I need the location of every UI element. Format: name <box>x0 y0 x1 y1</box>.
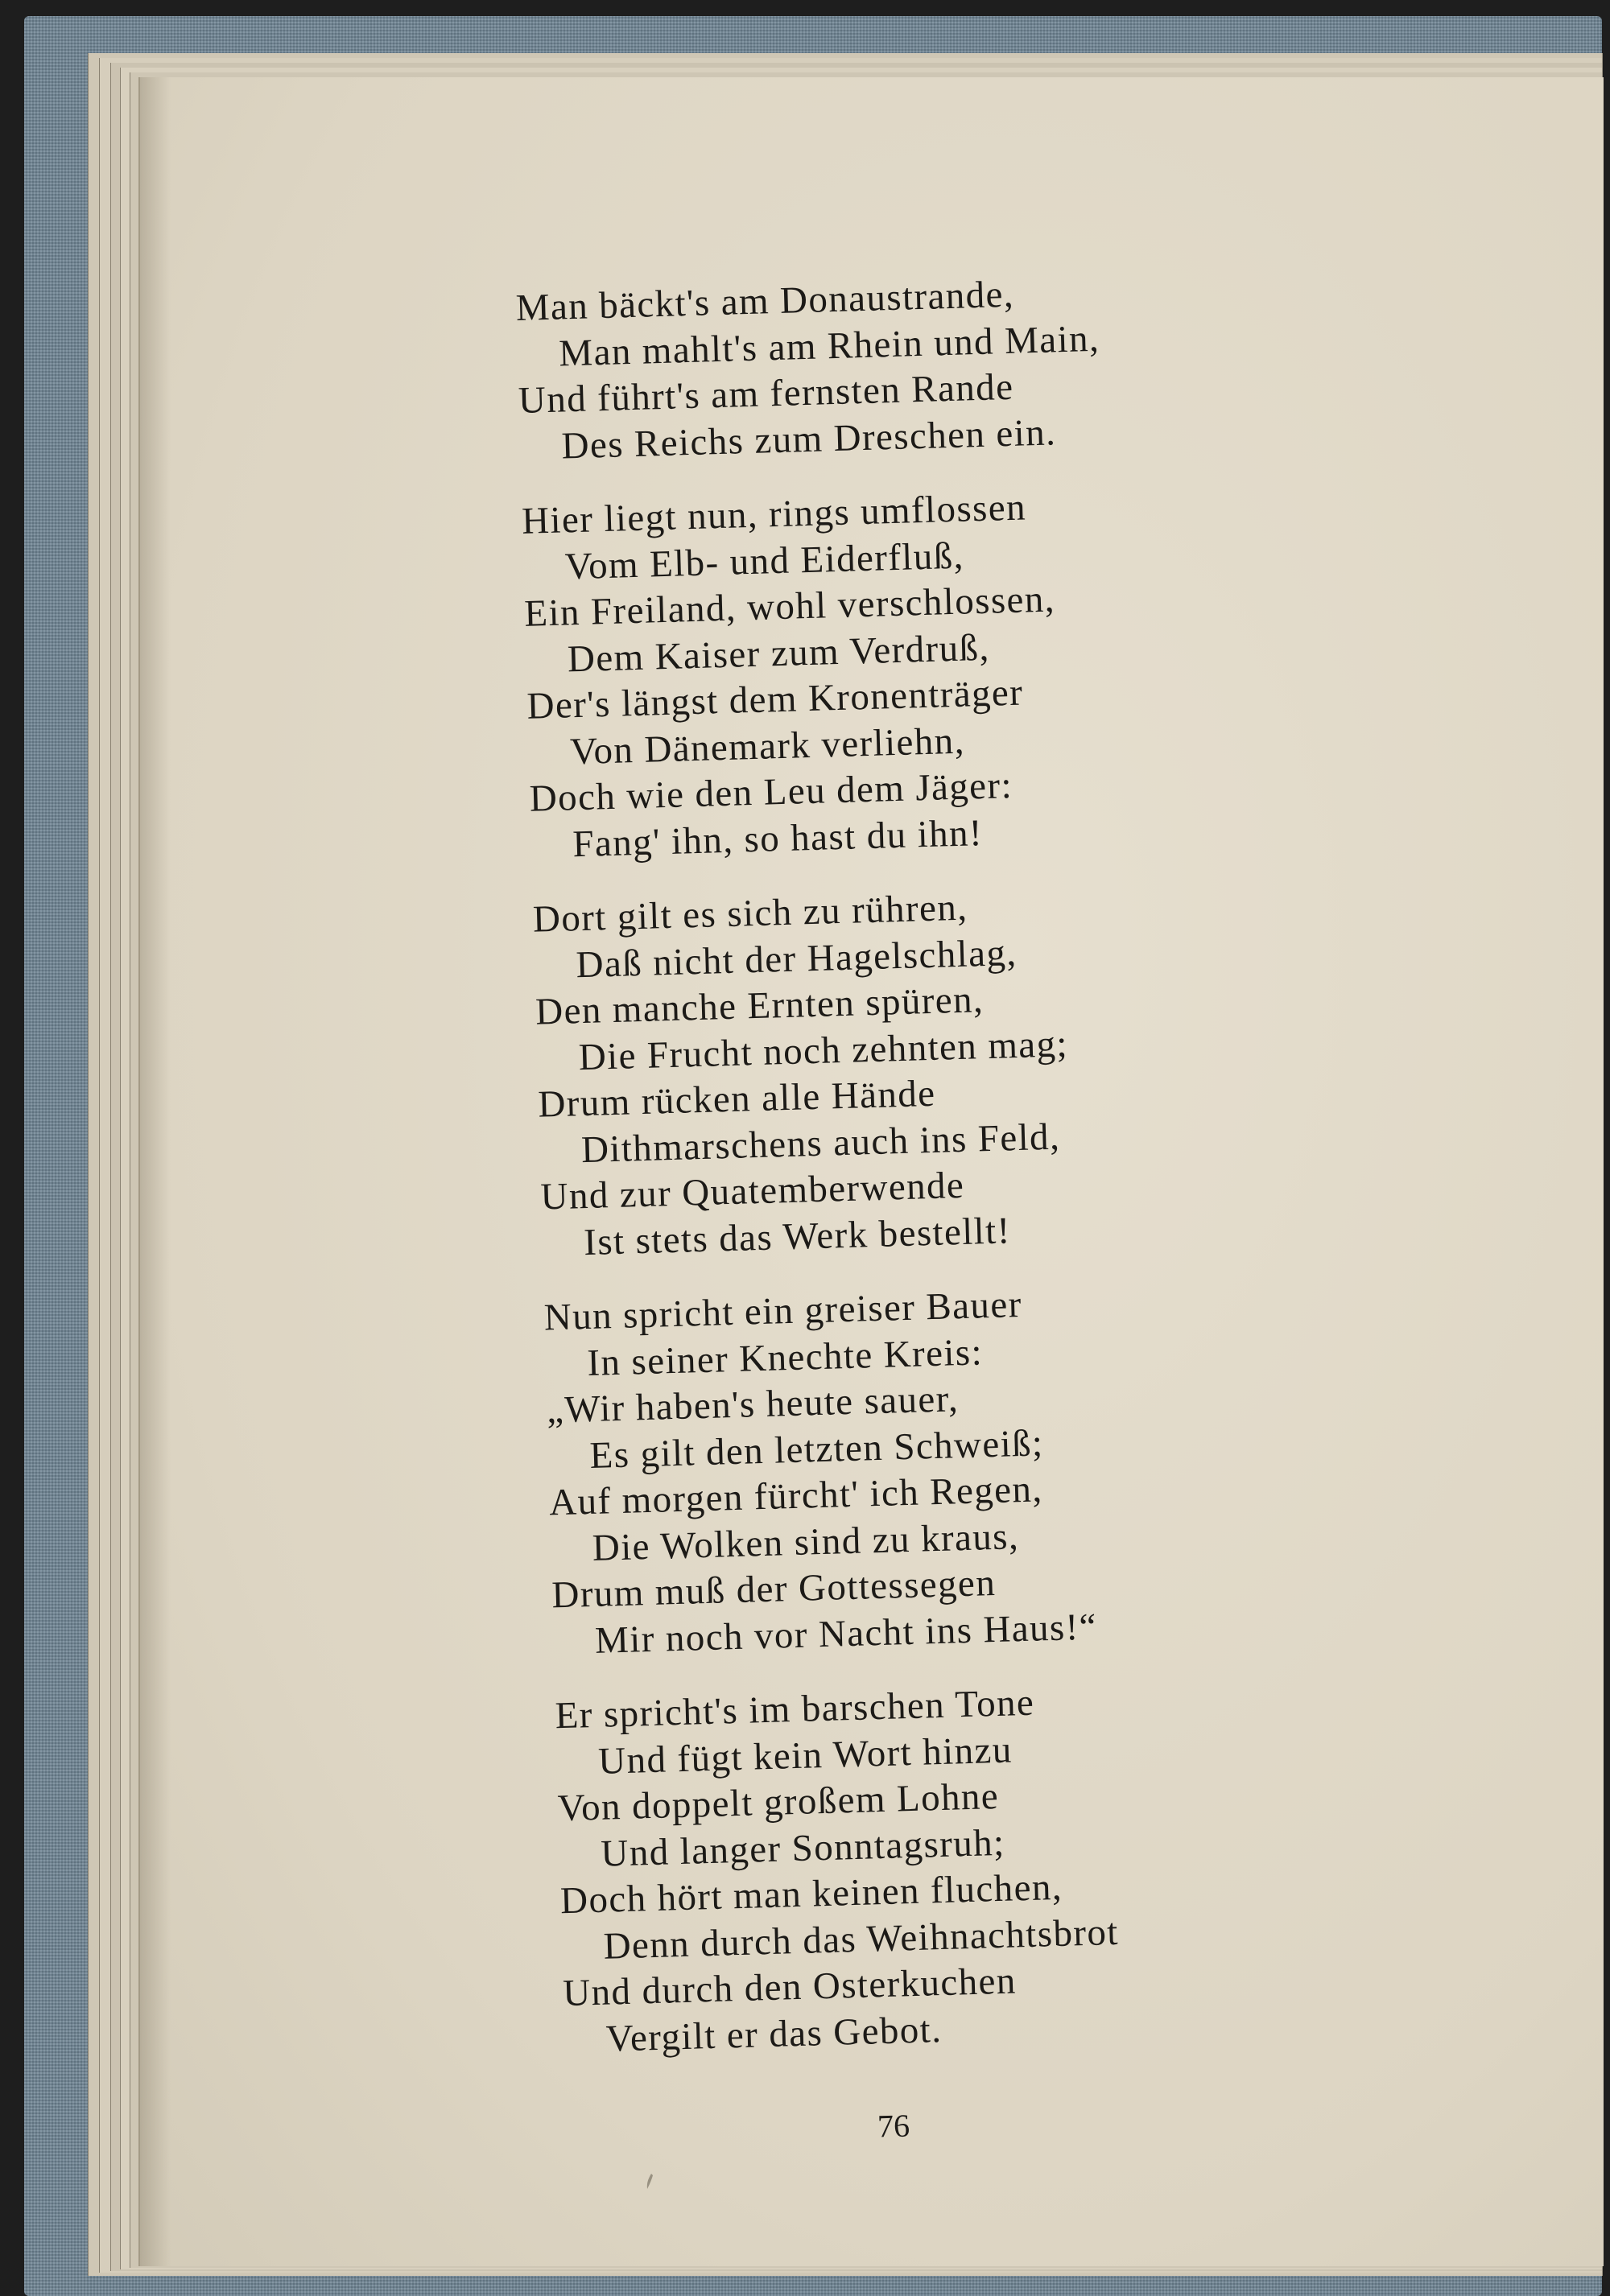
poem-line: Dithmarschens auch ins Feld, <box>580 1115 1061 1171</box>
poem-line: In seiner Knechte Kreis: <box>586 1330 984 1384</box>
poem-line: Vom Elb- und Eiderfluß, <box>564 534 965 587</box>
poem-line: Dort gilt es sich zu rühren, <box>532 886 968 941</box>
poem-line: Drum rücken alle Hände <box>537 1072 937 1126</box>
poem-line: Den manche Ernten spüren, <box>535 979 985 1033</box>
ink-speck-icon <box>644 2173 655 2191</box>
poem-line: Dem Kaiser zum Verdruß, <box>567 626 991 680</box>
poem-line: Vergilt er das Gebot. <box>605 2008 943 2060</box>
poem-line: Von doppelt großem Lohne <box>557 1775 1000 1830</box>
poem-line: Des Reichs zum Dreschen ein. <box>560 410 1057 467</box>
poem-line: Und zur Quatemberwende <box>539 1164 965 1218</box>
poem-line: Der's längst dem Kronenträger <box>526 671 1024 728</box>
poem-line: Und durch den Osterkuchen <box>562 1960 1018 2015</box>
poem-line: Nun spricht ein greiser Bauer <box>543 1283 1023 1339</box>
poem-line: Ist stets das Werk bestellt! <box>583 1209 1012 1263</box>
stanza <box>521 472 1496 868</box>
poem-line: Denn durch das Weihnachtsbrot <box>602 1911 1120 1968</box>
page-number: 76 <box>877 2107 910 2145</box>
poem-line: Mir noch vor Nacht ins Haus!“ <box>594 1605 1098 1662</box>
poem-line: Man mahlt's am Rhein und Main, <box>558 317 1100 375</box>
poem-line: Er spricht's im barschen Tone <box>554 1681 1035 1737</box>
poem-line: Die Wolken sind zu kraus, <box>592 1515 1020 1569</box>
poem-text <box>515 258 1531 2092</box>
stanza <box>543 1268 1519 1665</box>
poem-line: Die Frucht noch zehnten mag; <box>578 1022 1069 1078</box>
poem-line: Es gilt den letzten Schweiß; <box>588 1421 1045 1477</box>
poem-line: Ein Freiland, wohl verschlossen, <box>523 578 1056 635</box>
stanza <box>532 870 1508 1267</box>
gutter-shadow <box>138 77 171 2266</box>
poem-line: „Wir haben's heute sauer, <box>546 1378 960 1432</box>
stanza <box>555 1667 1530 2063</box>
stanza <box>515 258 1486 470</box>
poem-line: Daß nicht der Hagelschlag, <box>575 931 1018 986</box>
poem-line: Auf morgen fürcht' ich Regen, <box>548 1468 1044 1524</box>
poem-line: Fang' ihn, so hast du ihn! <box>572 811 984 865</box>
poem-line: Von Dänemark verliehn, <box>569 719 966 773</box>
poem-line: Und fügt kein Wort hinzu <box>597 1728 1013 1783</box>
poem-line: Doch wie den Leu dem Jäger: <box>529 765 1013 820</box>
poem-line: Und führt's am fernsten Rande <box>518 365 1015 422</box>
poem-line: Man bäckt's am Donaustrande, <box>515 273 1015 329</box>
poem-line: Hier liegt nun, rings umflossen <box>521 486 1027 542</box>
poem-line: Und langer Sonntagsruh; <box>600 1821 1006 1875</box>
poem-line: Doch hört man keinen fluchen, <box>559 1865 1063 1923</box>
poem-line: Drum muß der Gottessegen <box>551 1561 997 1617</box>
